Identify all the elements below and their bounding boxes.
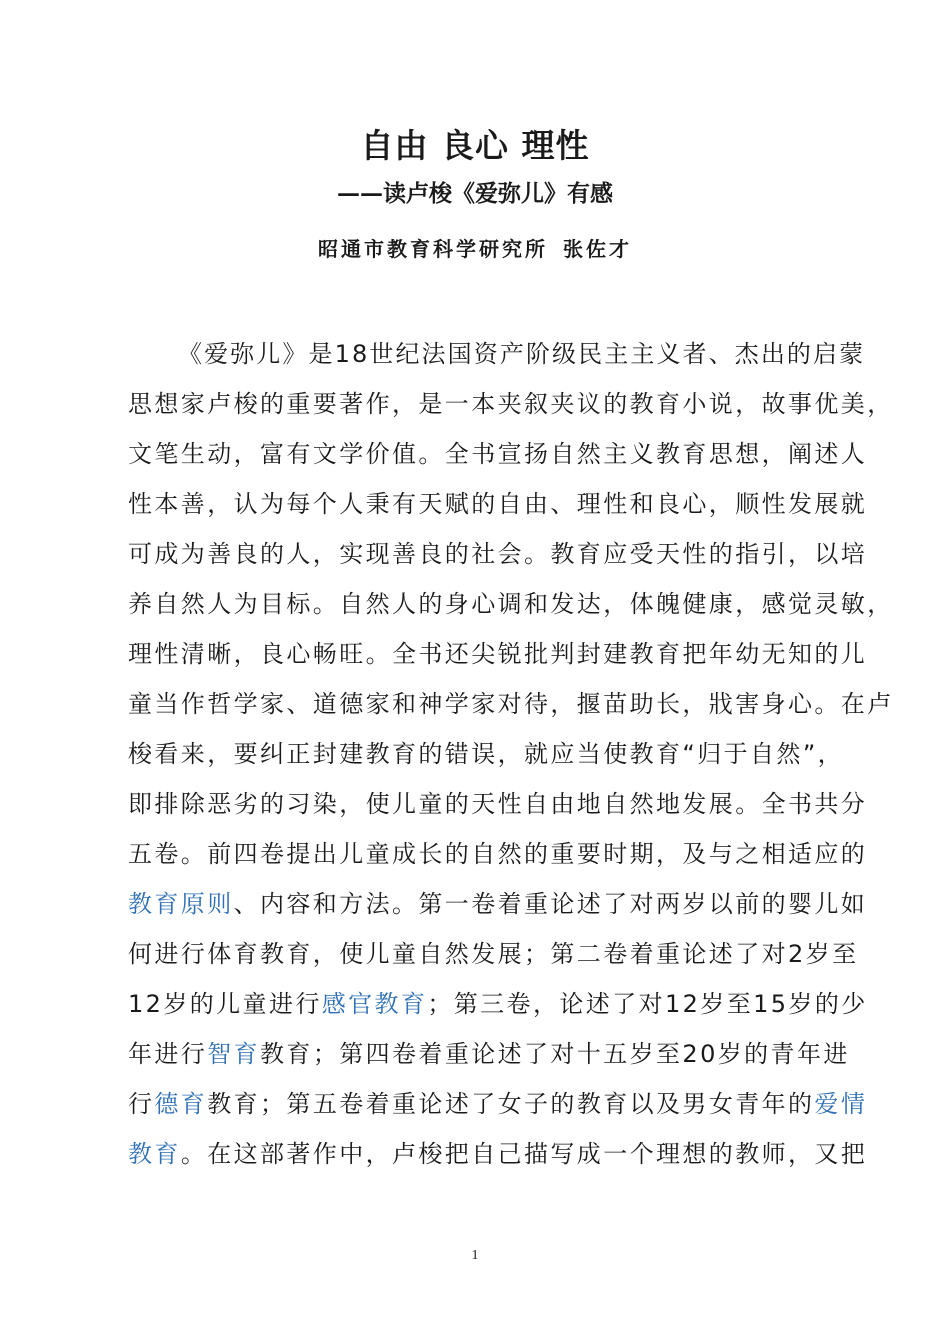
page-subtitle: ——读卢梭《爱弥儿》有感 — [337, 180, 613, 207]
text-line — [128, 429, 868, 479]
link-love[interactable]: 爱情 — [814, 1090, 868, 1118]
text-line — [128, 479, 868, 529]
text-run: 教育；第四卷着重论述了对十五岁至20岁的青年进 — [260, 1040, 850, 1068]
text-run: 即排除恶劣的习染，使儿童的天性自由地自然地发展。全书共分 — [128, 790, 868, 818]
text-run: 养自然人为目标。自然人的身心调和发达，体魄健康，感觉灵敏， — [128, 590, 894, 618]
text-run: 何进行体育教育，使儿童自然发展；第二卷着重论述了对2岁至 — [128, 940, 859, 968]
text-line — [128, 1079, 868, 1129]
text-line — [128, 629, 868, 679]
text-line — [128, 529, 868, 579]
text-run: 《爱弥儿》是18世纪法国资产阶级民主主义者、杰出的启蒙 — [178, 340, 866, 368]
text-line — [128, 1129, 868, 1179]
text-run: 理性清晰，良心畅旺。全书还尖锐批判封建教育把年幼无知的儿 — [128, 640, 868, 668]
text-run: 童当作哲学家、道德家和神学家对待，揠苗助长，戕害身心。在卢 — [128, 690, 894, 718]
text-run: 年进行 — [128, 1040, 208, 1068]
page-number: 1 — [471, 1248, 479, 1263]
text-run: ；第三卷，论述了对12岁至15岁的少 — [427, 990, 868, 1018]
text-line — [128, 829, 868, 879]
link-moral-education[interactable]: 德育 — [154, 1090, 208, 1118]
text-run: 文笔生动，富有文学价值。全书宣扬自然主义教育思想，阐述人 — [128, 440, 868, 468]
link-education-principles[interactable]: 教育原则 — [128, 890, 234, 918]
text-run: 12岁的儿童进行 — [128, 990, 322, 1018]
text-line — [128, 879, 868, 929]
text-line — [128, 929, 859, 979]
text-run: 可成为善良的人，实现善良的社会。教育应受天性的指引，以培 — [128, 540, 868, 568]
link-intellectual-education[interactable]: 智育 — [207, 1040, 261, 1068]
text-line — [128, 1029, 850, 1079]
text-run: 教育；第五卷着重论述了女子的教育以及男女青年的 — [207, 1090, 815, 1118]
text-line — [128, 779, 868, 829]
text-run: 性本善，认为每个人秉有天赋的自由、理性和良心，顺性发展就 — [128, 490, 868, 518]
text-line — [128, 329, 866, 379]
body-paragraph — [128, 329, 894, 1179]
text-line — [128, 379, 894, 429]
text-run: 梭看来，要纠正封建教育的错误，就应当使教育“归于自然”， — [128, 740, 845, 768]
text-run: 。在这部著作中，卢梭把自己描写成一个理想的教师，又把 — [180, 1140, 868, 1168]
text-run: 五卷。前四卷提出儿童成长的自然的重要时期，及与之相适应的 — [128, 840, 868, 868]
text-run: 思想家卢梭的重要著作，是一本夹叙夹议的教育小说，故事优美， — [128, 390, 894, 418]
page-title: 自由 良心 理性 — [360, 126, 590, 165]
text-run: 行 — [128, 1090, 155, 1118]
text-line — [128, 729, 845, 779]
text-line — [128, 579, 894, 629]
text-run: 、内容和方法。第一卷着重论述了对两岁以前的婴儿如 — [233, 890, 868, 918]
text-line — [128, 979, 868, 1029]
text-line — [128, 679, 894, 729]
link-sensory-education[interactable]: 感官教育 — [321, 990, 428, 1018]
link-love-education[interactable]: 教育 — [128, 1140, 181, 1168]
author-byline: 昭通市教育科学研究所 张佐才 — [317, 237, 633, 261]
